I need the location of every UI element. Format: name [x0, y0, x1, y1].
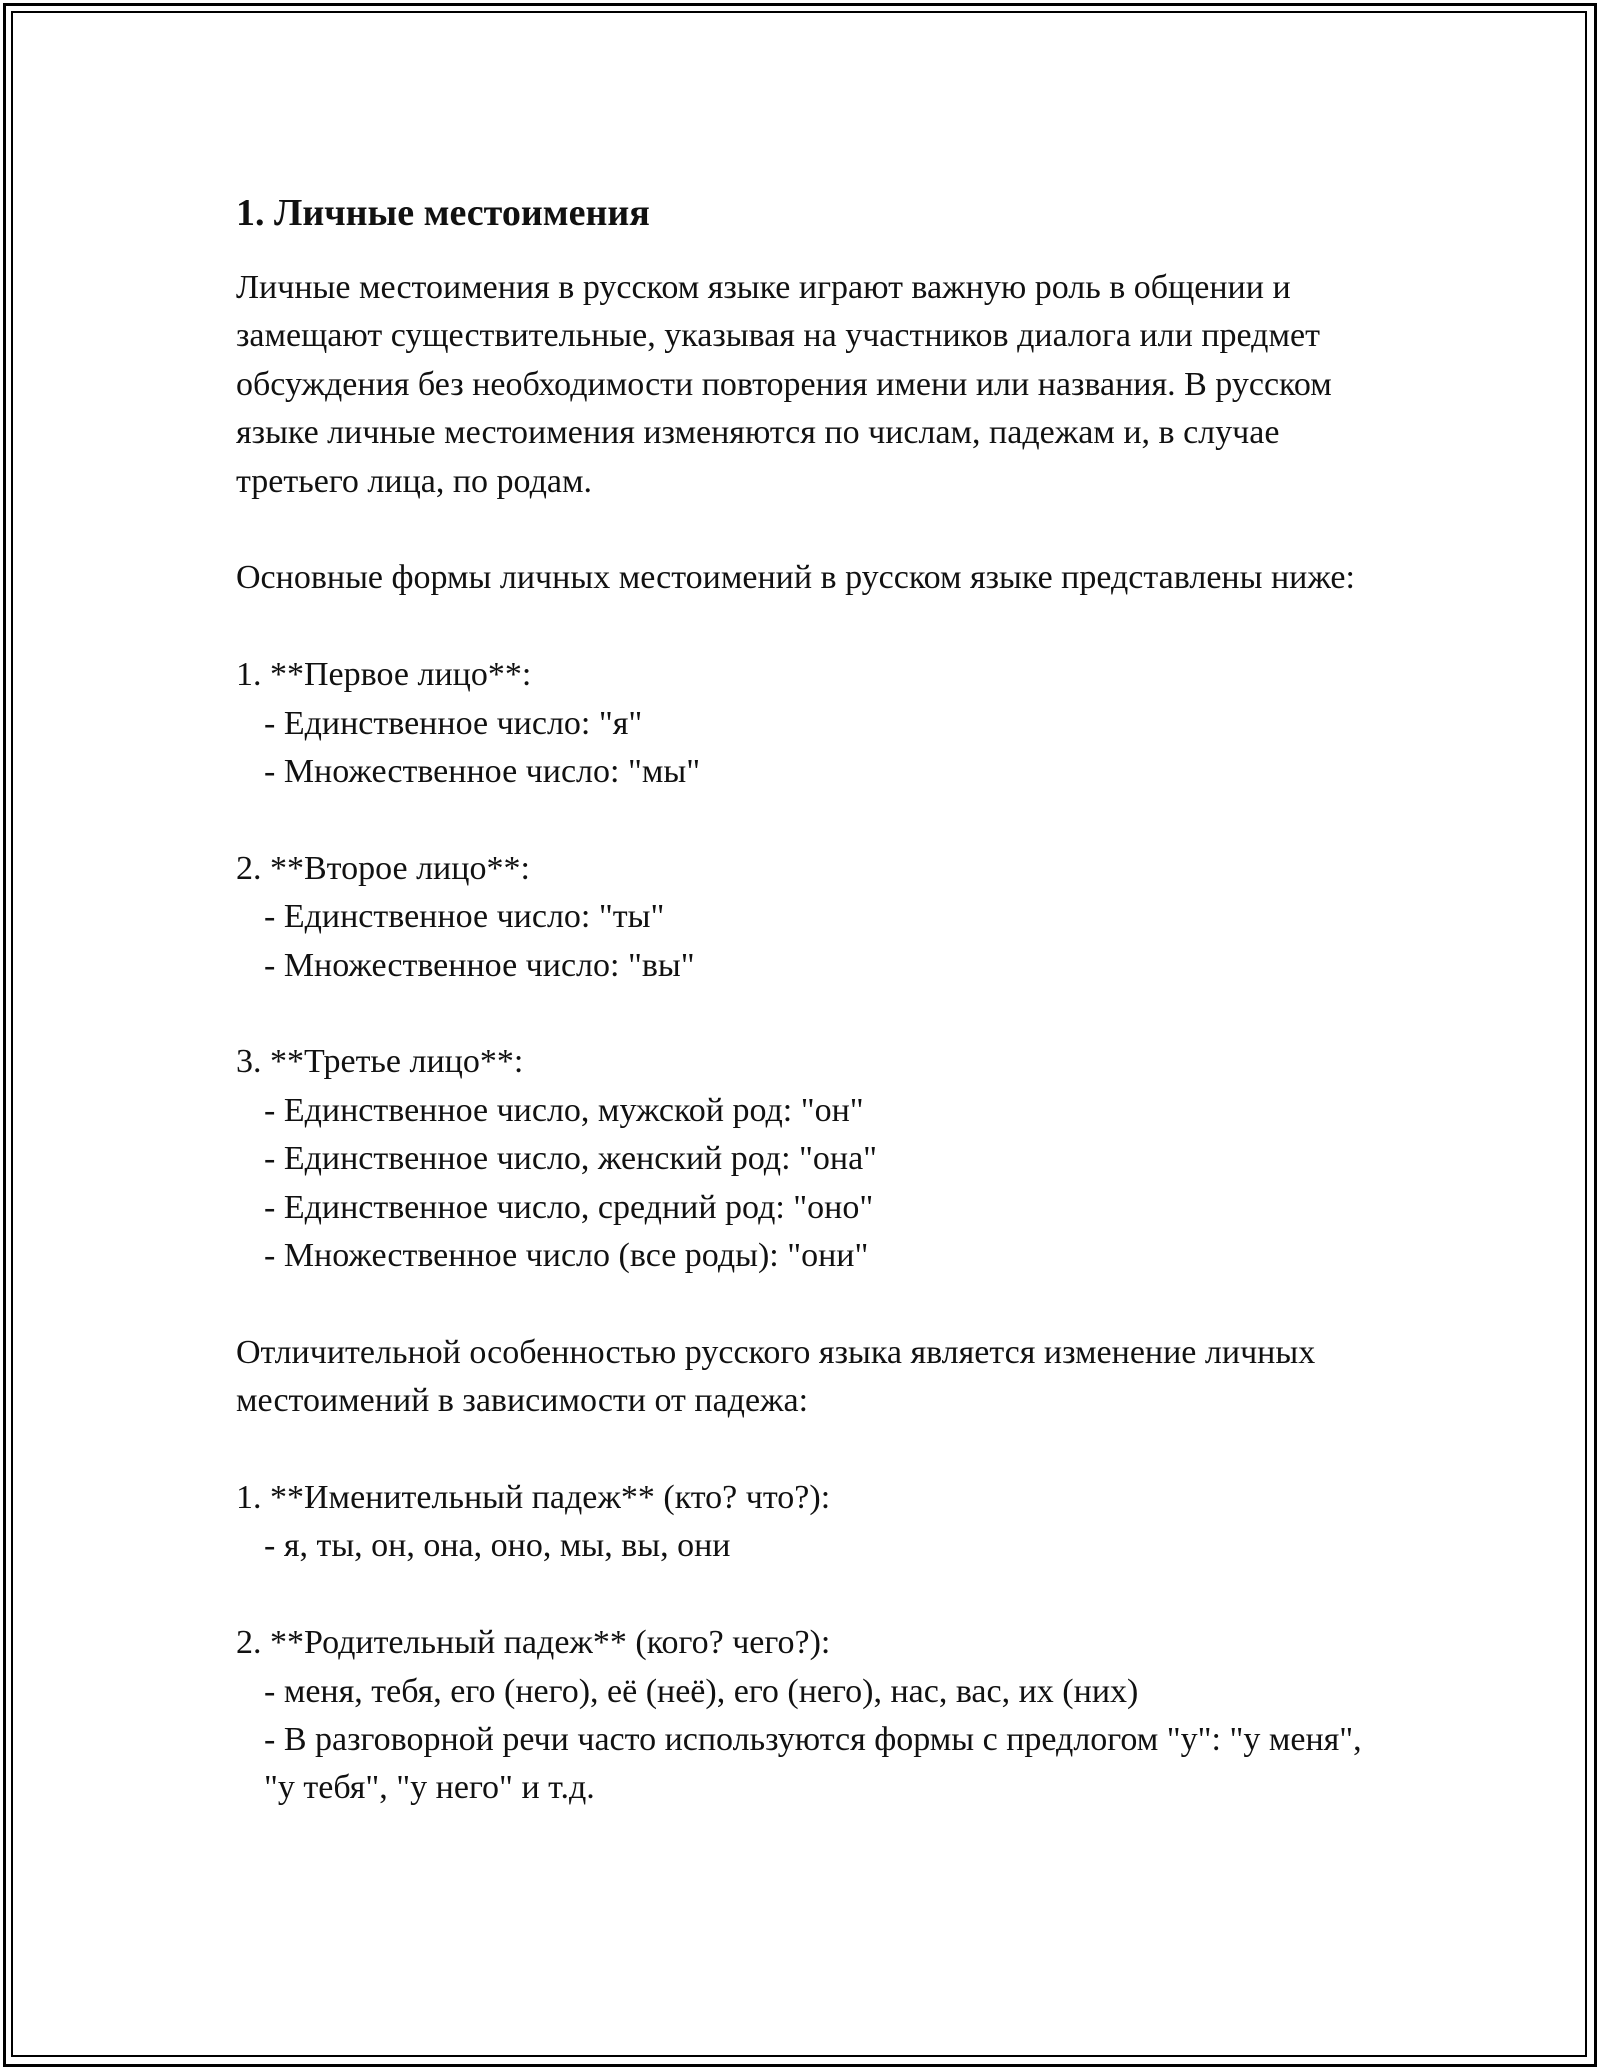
person-item: - Единственное число, средний род: "оно": [264, 1188, 874, 1226]
person-item: - Множественное число: "мы": [264, 753, 701, 791]
person-item: - Множественное число: "вы": [264, 946, 695, 984]
person-group-second: [236, 845, 1366, 990]
case-group-nominative: [236, 1474, 1366, 1571]
case-heading: 2. **Родительный падеж** (кого? чего?):: [236, 1624, 831, 1662]
case-group-genitive: [236, 1619, 1371, 1813]
person-item: - Единственное число: "я": [264, 704, 643, 742]
cases-intro-paragraph: Отличительной особенностью русского языка является изменение личных местоимений в зависимости от падежа:: [236, 1333, 1324, 1420]
section-title: 1. Личные местоимения: [236, 192, 650, 234]
person-group-third: [236, 1038, 1366, 1280]
person-item: - Единственное число: "ты": [264, 898, 665, 936]
person-heading: 2. **Второе лицо**:: [236, 849, 530, 887]
case-heading: 1. **Именительный падеж** (кто? что?):: [236, 1479, 831, 1517]
person-item: - Единственное число, женский род: "она": [264, 1140, 878, 1178]
person-group-first: [236, 651, 1366, 796]
person-heading: 3. **Третье лицо**:: [236, 1043, 524, 1081]
case-item: - я, ты, он, она, оно, мы, вы, они: [264, 1527, 731, 1565]
case-item: - В разговорной речи часто используются формы с предлогом "у": "у меня", "у тебя", "у него" и т.д.: [264, 1721, 1371, 1807]
document-body: [236, 188, 1371, 1861]
forms-intro-paragraph: Основные формы личных местоимений в русском языке представлены ниже:: [236, 559, 1355, 597]
person-item: - Единственное число, мужской род: "он": [264, 1091, 864, 1129]
intro-paragraph: Личные местоимения в русском языке играют важную роль в общении и замещают существительные, указывая на участников диалога или предмет обсуждения без необходимости повторения имени или названия. В русском языке личные местоимения изменяются по числам, падежам и, в случае третьего лица, по родам.: [236, 269, 1341, 500]
person-item: - Множественное число (все роды): "они": [264, 1237, 869, 1275]
case-item: - меня, тебя, его (него), её (неё), его (него), нас, вас, их (них): [264, 1672, 1139, 1710]
person-heading: 1. **Первое лицо**:: [236, 656, 532, 694]
